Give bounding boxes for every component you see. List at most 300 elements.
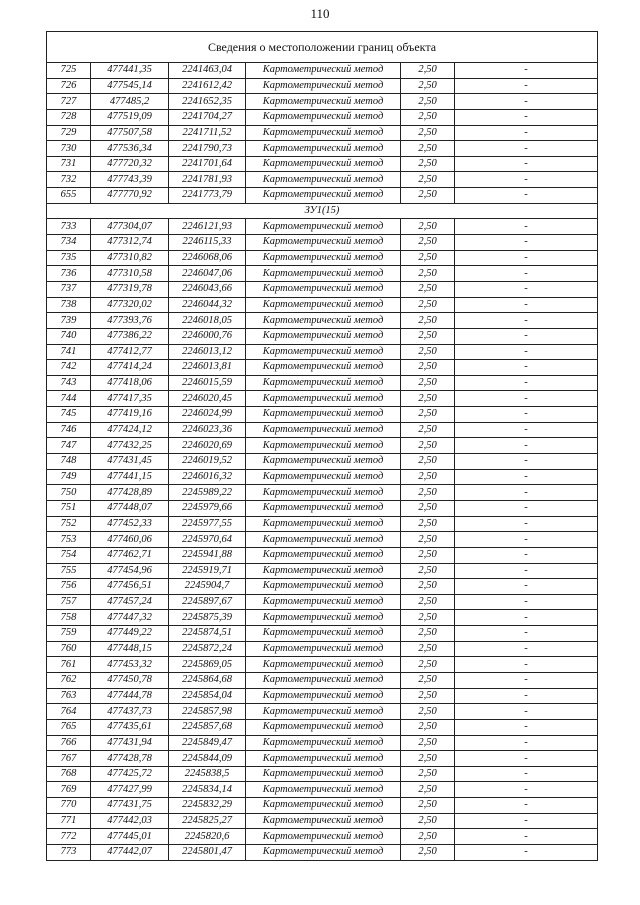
method-cell: Картометрический метод: [246, 125, 401, 141]
x-coordinate-cell: 477450,78: [91, 672, 169, 688]
accuracy-cell: 2,50: [401, 78, 455, 94]
description-cell: -: [455, 547, 598, 563]
y-coordinate-cell: 2246068,06: [169, 250, 246, 266]
section-row: [47, 203, 598, 219]
method-cell: Картометрический метод: [246, 156, 401, 172]
description-cell: -: [455, 751, 598, 767]
accuracy-cell: 2,50: [401, 328, 455, 344]
point-number-cell: 764: [47, 704, 91, 720]
description-cell: -: [455, 328, 598, 344]
point-number-cell: 655: [47, 188, 91, 204]
x-coordinate-cell: 477447,32: [91, 610, 169, 626]
description-cell: -: [455, 422, 598, 438]
method-cell: Картометрический метод: [246, 469, 401, 485]
table-row: [47, 782, 598, 798]
y-coordinate-cell: 2245904,7: [169, 579, 246, 595]
accuracy-cell: 2,50: [401, 672, 455, 688]
accuracy-cell: 2,50: [401, 94, 455, 110]
description-cell: -: [455, 672, 598, 688]
point-number-cell: 753: [47, 532, 91, 548]
x-coordinate-cell: 477536,34: [91, 141, 169, 157]
x-coordinate-cell: 477435,61: [91, 719, 169, 735]
description-cell: -: [455, 579, 598, 595]
method-cell: Картометрический метод: [246, 563, 401, 579]
description-cell: -: [455, 782, 598, 798]
x-coordinate-cell: 477417,35: [91, 391, 169, 407]
point-number-cell: 746: [47, 422, 91, 438]
section-label: ЗУ1(15): [47, 203, 598, 219]
point-number-cell: 745: [47, 407, 91, 423]
point-number-cell: 732: [47, 172, 91, 188]
description-cell: -: [455, 219, 598, 235]
point-number-cell: 737: [47, 281, 91, 297]
method-cell: Картометрический метод: [246, 454, 401, 470]
accuracy-cell: 2,50: [401, 172, 455, 188]
description-cell: -: [455, 94, 598, 110]
method-cell: Картометрический метод: [246, 328, 401, 344]
accuracy-cell: 2,50: [401, 469, 455, 485]
y-coordinate-cell: 2246044,32: [169, 297, 246, 313]
table-row: [47, 94, 598, 110]
point-number-cell: 758: [47, 610, 91, 626]
x-coordinate-cell: 477320,02: [91, 297, 169, 313]
y-coordinate-cell: 2245941,88: [169, 547, 246, 563]
table-row: [47, 829, 598, 845]
point-number-cell: 769: [47, 782, 91, 798]
table-row: [47, 516, 598, 532]
point-number-cell: 760: [47, 641, 91, 657]
point-number-cell: 733: [47, 219, 91, 235]
y-coordinate-cell: 2245864,68: [169, 672, 246, 688]
accuracy-cell: 2,50: [401, 751, 455, 767]
point-number-cell: 736: [47, 266, 91, 282]
point-number-cell: 725: [47, 63, 91, 79]
point-number-cell: 748: [47, 454, 91, 470]
x-coordinate-cell: 477720,32: [91, 156, 169, 172]
description-cell: -: [455, 156, 598, 172]
point-number-cell: 749: [47, 469, 91, 485]
x-coordinate-cell: 477453,32: [91, 657, 169, 673]
x-coordinate-cell: 477770,92: [91, 188, 169, 204]
point-number-cell: 743: [47, 375, 91, 391]
method-cell: Картометрический метод: [246, 141, 401, 157]
table-row: [47, 610, 598, 626]
description-cell: -: [455, 438, 598, 454]
accuracy-cell: 2,50: [401, 219, 455, 235]
table-row: [47, 63, 598, 79]
accuracy-cell: 2,50: [401, 313, 455, 329]
table-row: [47, 672, 598, 688]
table-row: [47, 235, 598, 251]
accuracy-cell: 2,50: [401, 422, 455, 438]
y-coordinate-cell: 2245838,5: [169, 766, 246, 782]
table-row: [47, 469, 598, 485]
table-row: [47, 422, 598, 438]
description-cell: -: [455, 391, 598, 407]
point-number-cell: 754: [47, 547, 91, 563]
y-coordinate-cell: 2241711,52: [169, 125, 246, 141]
table-row: [47, 641, 598, 657]
description-cell: -: [455, 813, 598, 829]
table-row: [47, 219, 598, 235]
x-coordinate-cell: 477310,58: [91, 266, 169, 282]
accuracy-cell: 2,50: [401, 375, 455, 391]
accuracy-cell: 2,50: [401, 454, 455, 470]
table-row: [47, 109, 598, 125]
y-coordinate-cell: 2241463,04: [169, 63, 246, 79]
method-cell: Картометрический метод: [246, 313, 401, 329]
point-number-cell: 751: [47, 500, 91, 516]
method-cell: Картометрический метод: [246, 172, 401, 188]
method-cell: Картометрический метод: [246, 829, 401, 845]
y-coordinate-cell: 2245874,51: [169, 626, 246, 642]
x-coordinate-cell: 477460,06: [91, 532, 169, 548]
table-row: [47, 563, 598, 579]
method-cell: Картометрический метод: [246, 281, 401, 297]
accuracy-cell: 2,50: [401, 845, 455, 861]
accuracy-cell: 2,50: [401, 579, 455, 595]
y-coordinate-cell: 2245857,98: [169, 704, 246, 720]
x-coordinate-cell: 477414,24: [91, 360, 169, 376]
x-coordinate-cell: 477442,03: [91, 813, 169, 829]
method-cell: Картометрический метод: [246, 422, 401, 438]
table-header-row: [47, 32, 598, 63]
table-row: [47, 141, 598, 157]
point-number-cell: 741: [47, 344, 91, 360]
accuracy-cell: 2,50: [401, 657, 455, 673]
method-cell: Картометрический метод: [246, 845, 401, 861]
table-row: [47, 188, 598, 204]
y-coordinate-cell: 2245977,55: [169, 516, 246, 532]
description-cell: -: [455, 188, 598, 204]
accuracy-cell: 2,50: [401, 688, 455, 704]
method-cell: Картометрический метод: [246, 610, 401, 626]
method-cell: Картометрический метод: [246, 407, 401, 423]
y-coordinate-cell: 2246013,12: [169, 344, 246, 360]
table-row: [47, 547, 598, 563]
x-coordinate-cell: 477312,74: [91, 235, 169, 251]
x-coordinate-cell: 477437,73: [91, 704, 169, 720]
y-coordinate-cell: 2246047,06: [169, 266, 246, 282]
x-coordinate-cell: 477743,39: [91, 172, 169, 188]
x-coordinate-cell: 477431,45: [91, 454, 169, 470]
description-cell: -: [455, 626, 598, 642]
description-cell: -: [455, 297, 598, 313]
accuracy-cell: 2,50: [401, 297, 455, 313]
y-coordinate-cell: 2245989,22: [169, 485, 246, 501]
x-coordinate-cell: 477386,22: [91, 328, 169, 344]
y-coordinate-cell: 2245832,29: [169, 798, 246, 814]
method-cell: Картометрический метод: [246, 751, 401, 767]
method-cell: Картометрический метод: [246, 188, 401, 204]
x-coordinate-cell: 477310,82: [91, 250, 169, 266]
y-coordinate-cell: 2245979,66: [169, 500, 246, 516]
method-cell: Картометрический метод: [246, 63, 401, 79]
description-cell: -: [455, 375, 598, 391]
table-row: [47, 532, 598, 548]
accuracy-cell: 2,50: [401, 813, 455, 829]
description-cell: -: [455, 235, 598, 251]
method-cell: Картометрический метод: [246, 78, 401, 94]
description-cell: -: [455, 735, 598, 751]
y-coordinate-cell: 2246013,81: [169, 360, 246, 376]
x-coordinate-cell: 477304,07: [91, 219, 169, 235]
description-cell: -: [455, 281, 598, 297]
table-row: [47, 688, 598, 704]
table-row: [47, 250, 598, 266]
method-cell: Картометрический метод: [246, 766, 401, 782]
description-cell: -: [455, 766, 598, 782]
y-coordinate-cell: 2245970,64: [169, 532, 246, 548]
y-coordinate-cell: 2246023,36: [169, 422, 246, 438]
method-cell: Картометрический метод: [246, 109, 401, 125]
table-row: [47, 407, 598, 423]
table-row: [47, 391, 598, 407]
x-coordinate-cell: 477424,12: [91, 422, 169, 438]
method-cell: Картометрический метод: [246, 641, 401, 657]
table-row: [47, 485, 598, 501]
y-coordinate-cell: 2246115,33: [169, 235, 246, 251]
table-row: [47, 500, 598, 516]
table-row: [47, 281, 598, 297]
method-cell: Картометрический метод: [246, 594, 401, 610]
x-coordinate-cell: 477419,16: [91, 407, 169, 423]
y-coordinate-cell: 2246015,59: [169, 375, 246, 391]
description-cell: -: [455, 63, 598, 79]
method-cell: Картометрический метод: [246, 485, 401, 501]
accuracy-cell: 2,50: [401, 391, 455, 407]
point-number-cell: 767: [47, 751, 91, 767]
description-cell: -: [455, 344, 598, 360]
point-number-cell: 738: [47, 297, 91, 313]
point-number-cell: 726: [47, 78, 91, 94]
x-coordinate-cell: 477448,07: [91, 500, 169, 516]
table-row: [47, 735, 598, 751]
table-row: [47, 798, 598, 814]
description-cell: -: [455, 688, 598, 704]
table-row: [47, 78, 598, 94]
accuracy-cell: 2,50: [401, 438, 455, 454]
x-coordinate-cell: 477431,94: [91, 735, 169, 751]
description-cell: -: [455, 313, 598, 329]
table-row: [47, 579, 598, 595]
description-cell: -: [455, 469, 598, 485]
description-cell: -: [455, 641, 598, 657]
y-coordinate-cell: 2241701,64: [169, 156, 246, 172]
method-cell: Картометрический метод: [246, 391, 401, 407]
point-number-cell: 734: [47, 235, 91, 251]
table-row: [47, 719, 598, 735]
table-row: [47, 454, 598, 470]
y-coordinate-cell: 2246043,66: [169, 281, 246, 297]
method-cell: Картометрический метод: [246, 719, 401, 735]
y-coordinate-cell: 2245844,09: [169, 751, 246, 767]
point-number-cell: 727: [47, 94, 91, 110]
x-coordinate-cell: 477454,96: [91, 563, 169, 579]
y-coordinate-cell: 2245919,71: [169, 563, 246, 579]
point-number-cell: 730: [47, 141, 91, 157]
accuracy-cell: 2,50: [401, 156, 455, 172]
description-cell: -: [455, 516, 598, 532]
point-number-cell: 729: [47, 125, 91, 141]
description-cell: -: [455, 704, 598, 720]
method-cell: Картометрический метод: [246, 547, 401, 563]
y-coordinate-cell: 2245825,27: [169, 813, 246, 829]
accuracy-cell: 2,50: [401, 485, 455, 501]
description-cell: -: [455, 266, 598, 282]
point-number-cell: 772: [47, 829, 91, 845]
x-coordinate-cell: 477427,99: [91, 782, 169, 798]
point-number-cell: 731: [47, 156, 91, 172]
point-number-cell: 771: [47, 813, 91, 829]
x-coordinate-cell: 477452,33: [91, 516, 169, 532]
description-cell: -: [455, 250, 598, 266]
point-number-cell: 752: [47, 516, 91, 532]
table-row: [47, 156, 598, 172]
point-number-cell: 766: [47, 735, 91, 751]
point-number-cell: 739: [47, 313, 91, 329]
y-coordinate-cell: 2241612,42: [169, 78, 246, 94]
y-coordinate-cell: 2246000,76: [169, 328, 246, 344]
point-number-cell: 747: [47, 438, 91, 454]
method-cell: Картометрический метод: [246, 688, 401, 704]
method-cell: Картометрический метод: [246, 438, 401, 454]
accuracy-cell: 2,50: [401, 704, 455, 720]
description-cell: -: [455, 829, 598, 845]
description-cell: -: [455, 657, 598, 673]
description-cell: -: [455, 719, 598, 735]
method-cell: Картометрический метод: [246, 626, 401, 642]
table-row: [47, 360, 598, 376]
y-coordinate-cell: 2245872,24: [169, 641, 246, 657]
accuracy-cell: 2,50: [401, 344, 455, 360]
y-coordinate-cell: 2245857,68: [169, 719, 246, 735]
method-cell: Картометрический метод: [246, 500, 401, 516]
point-number-cell: 773: [47, 845, 91, 861]
y-coordinate-cell: 2241781,93: [169, 172, 246, 188]
description-cell: -: [455, 407, 598, 423]
table-row: [47, 266, 598, 282]
table-title: Сведения о местоположении границ объекта: [47, 32, 598, 63]
boundary-table: [46, 31, 598, 861]
table-row: [47, 297, 598, 313]
point-number-cell: 750: [47, 485, 91, 501]
description-cell: -: [455, 360, 598, 376]
table-row: [47, 172, 598, 188]
table-row: [47, 626, 598, 642]
accuracy-cell: 2,50: [401, 516, 455, 532]
method-cell: Картометрический метод: [246, 219, 401, 235]
accuracy-cell: 2,50: [401, 500, 455, 516]
x-coordinate-cell: 477425,72: [91, 766, 169, 782]
point-number-cell: 759: [47, 626, 91, 642]
description-cell: -: [455, 485, 598, 501]
method-cell: Картометрический метод: [246, 735, 401, 751]
y-coordinate-cell: 2245869,05: [169, 657, 246, 673]
accuracy-cell: 2,50: [401, 407, 455, 423]
y-coordinate-cell: 2246016,32: [169, 469, 246, 485]
table-row: [47, 125, 598, 141]
table-row: [47, 375, 598, 391]
method-cell: Картометрический метод: [246, 94, 401, 110]
point-number-cell: 757: [47, 594, 91, 610]
point-number-cell: 768: [47, 766, 91, 782]
accuracy-cell: 2,50: [401, 360, 455, 376]
x-coordinate-cell: 477393,76: [91, 313, 169, 329]
accuracy-cell: 2,50: [401, 782, 455, 798]
x-coordinate-cell: 477412,77: [91, 344, 169, 360]
x-coordinate-cell: 477319,78: [91, 281, 169, 297]
method-cell: Картометрический метод: [246, 375, 401, 391]
x-coordinate-cell: 477441,15: [91, 469, 169, 485]
method-cell: Картометрический метод: [246, 704, 401, 720]
y-coordinate-cell: 2245875,39: [169, 610, 246, 626]
accuracy-cell: 2,50: [401, 594, 455, 610]
method-cell: Картометрический метод: [246, 798, 401, 814]
accuracy-cell: 2,50: [401, 188, 455, 204]
point-number-cell: 735: [47, 250, 91, 266]
accuracy-cell: 2,50: [401, 563, 455, 579]
point-number-cell: 755: [47, 563, 91, 579]
accuracy-cell: 2,50: [401, 281, 455, 297]
accuracy-cell: 2,50: [401, 141, 455, 157]
table-row: [47, 751, 598, 767]
accuracy-cell: 2,50: [401, 547, 455, 563]
y-coordinate-cell: 2245897,67: [169, 594, 246, 610]
table-row: [47, 845, 598, 861]
description-cell: -: [455, 845, 598, 861]
method-cell: Картометрический метод: [246, 360, 401, 376]
method-cell: Картометрический метод: [246, 657, 401, 673]
accuracy-cell: 2,50: [401, 125, 455, 141]
method-cell: Картометрический метод: [246, 579, 401, 595]
x-coordinate-cell: 477457,24: [91, 594, 169, 610]
x-coordinate-cell: 477431,75: [91, 798, 169, 814]
description-cell: -: [455, 125, 598, 141]
method-cell: Картометрический метод: [246, 813, 401, 829]
point-number-cell: 763: [47, 688, 91, 704]
description-cell: -: [455, 594, 598, 610]
accuracy-cell: 2,50: [401, 719, 455, 735]
method-cell: Картометрический метод: [246, 782, 401, 798]
point-number-cell: 770: [47, 798, 91, 814]
y-coordinate-cell: 2241773,79: [169, 188, 246, 204]
point-number-cell: 742: [47, 360, 91, 376]
accuracy-cell: 2,50: [401, 829, 455, 845]
accuracy-cell: 2,50: [401, 798, 455, 814]
accuracy-cell: 2,50: [401, 735, 455, 751]
method-cell: Картометрический метод: [246, 250, 401, 266]
y-coordinate-cell: 2246024,99: [169, 407, 246, 423]
method-cell: Картометрический метод: [246, 297, 401, 313]
table-row: [47, 344, 598, 360]
description-cell: -: [455, 141, 598, 157]
point-number-cell: 740: [47, 328, 91, 344]
y-coordinate-cell: 2246020,69: [169, 438, 246, 454]
x-coordinate-cell: 477485,2: [91, 94, 169, 110]
table-row: [47, 766, 598, 782]
y-coordinate-cell: 2245820,6: [169, 829, 246, 845]
y-coordinate-cell: 2245801,47: [169, 845, 246, 861]
description-cell: -: [455, 109, 598, 125]
x-coordinate-cell: 477441,35: [91, 63, 169, 79]
method-cell: Картометрический метод: [246, 344, 401, 360]
y-coordinate-cell: 2246018,05: [169, 313, 246, 329]
x-coordinate-cell: 477418,06: [91, 375, 169, 391]
table-row: [47, 313, 598, 329]
x-coordinate-cell: 477428,78: [91, 751, 169, 767]
x-coordinate-cell: 477428,89: [91, 485, 169, 501]
